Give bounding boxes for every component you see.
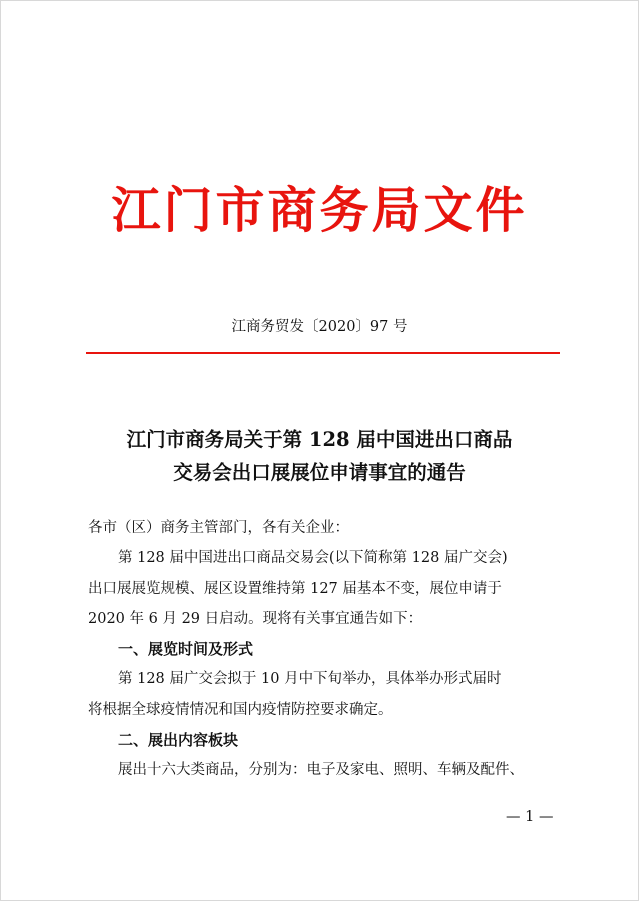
section-1-line-2: 将根据全球疫情情况和国内疫情防控要求确定。: [88, 701, 393, 718]
intro-line-1: 第 128 届中国进出口商品交易会(以下简称第 128 届广交会): [118, 550, 508, 567]
section-1-heading: 一、展览时间及形式: [118, 640, 254, 659]
section-1-line-1: 第 128 届广交会拟于 10 月中下旬举办，具体举办形式届时: [118, 671, 502, 688]
section-2-heading: 二、展出内容板块: [118, 731, 239, 750]
page-number: — 1 —: [506, 809, 554, 825]
notice-title: [0, 423, 639, 489]
document-number: 江商务贸发〔2020〕97 号: [231, 319, 408, 335]
section-2-line-1: 展出十六大类商品，分别为：电子及家电、照明、车辆及配件、: [118, 762, 524, 779]
notice-title-line-1: 江门市商务局关于第 128 届中国进出口商品: [126, 428, 513, 451]
notice-body: [88, 513, 558, 786]
page-border-top: [0, 0, 639, 1]
red-separator-rule: [86, 352, 560, 354]
intro-line-2: 出口展展览规模、展区设置维持第 127 届基本不变，展位申请于: [88, 580, 502, 597]
notice-title-line-2: 交易会出口展展位申请事宜的通告: [173, 461, 466, 484]
document-header-title: 江门市商务局文件: [111, 181, 528, 239]
salutation: 各市（区）商务主管部门，各有关企业：: [88, 520, 349, 536]
intro-line-3: 2020 年 6 月 29 日启动。现将有关事宜通告如下：: [88, 610, 423, 627]
